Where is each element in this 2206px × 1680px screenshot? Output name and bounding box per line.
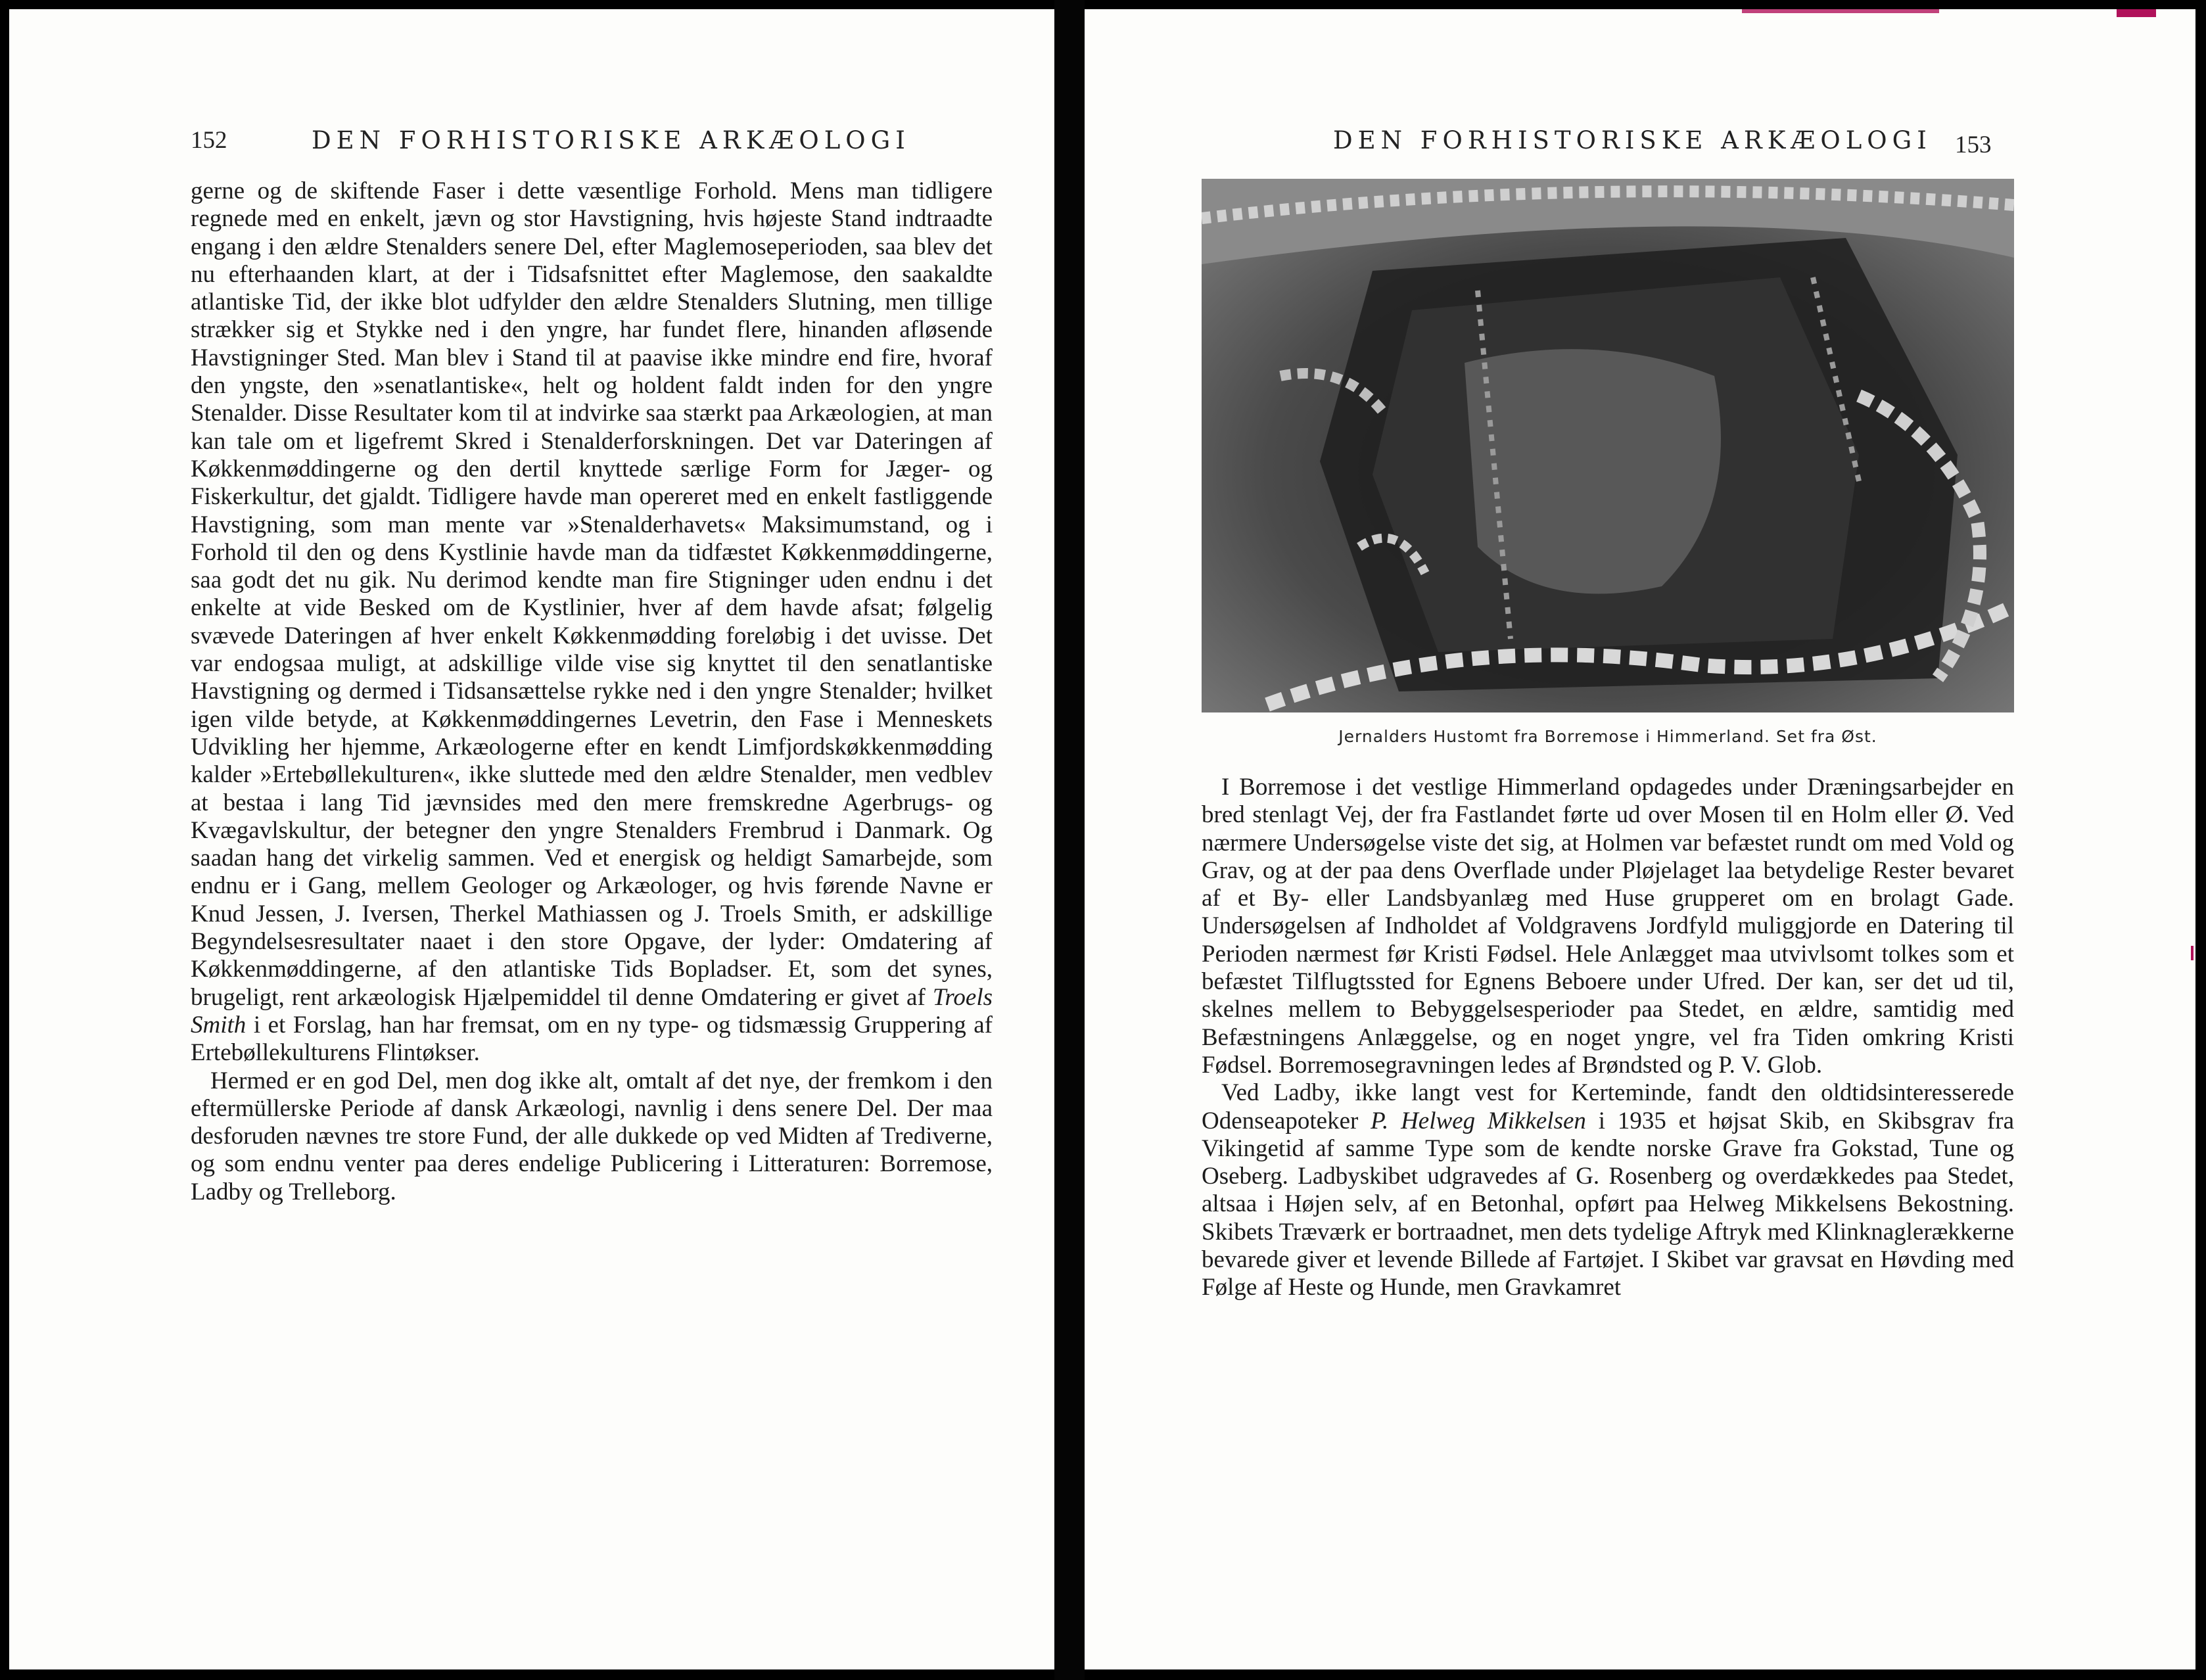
page-number-left: 152 xyxy=(191,127,227,154)
italic-name: Troels Smith xyxy=(191,983,993,1038)
pink-mark-edge xyxy=(2191,946,2194,960)
text-run: i et Forslag, han har fremsat, om en ny type- og tidsmæssig Gruppering af Ertebøllekulturens Flintøkser. xyxy=(191,1011,993,1067)
paragraph xyxy=(191,1067,993,1206)
right-body-text xyxy=(1202,774,2014,1302)
text-run: gerne og de skiftende Faser i dette væsentlige Forhold. Mens man tidligere regnede med en enkelt, jævn og stor Havstigning, hvis højeste Stand indtraadte engang i den ældre Stenalders senere Del, efter Maglemoseperioden, saa blev det nu efterhaanden klart, at der i Tidsafsnittet efter Maglemose, den saakaldte atlantiske Tid, der ikke blot udfylder den ældre Stenalders Slutning, men tillige strækker sig et Stykke ned i den yngre, har fundet flere, hinanden afløsende Havstigninger Sted. Man blev i Stand til at paavise ikke mindre end fire, hvoraf den yngste, den »senatlantiske«, helt og holdent faldt inden for den yngre Stenalder. Disse Resultater kom til at indvirke saa stærkt paa Arkæologien, at man kan tale om et ligefremt Skred i Stenalderforskningen. Det var Dateringen af Køkkenmøddingerne og den dertil knyttede særlige Form for Jæger- og Fiskerkultur, det gjaldt. Tidligere havde man opereret med en enkelt fastliggende Havstigning, som man mente var »Stenalderhavets« Maksimumstand, og i Forhold til den og dens Kystlinie havde man da tidfæstet Køkkenmøddingerne, saa godt det nu gik. Nu derimod kendte man fire Stigninger uden endnu i det enkelte at vide Besked om de Kystlinier, hver af dem havde afsat; følgelig svævede Dateringen af hver enkelt Køkkenmødding foreløbig i det uvisse. Det var endogsaa muligt, at adskillige vilde vise sig knyttet til den senatlantiske Havstigning og dermed i Tidsansættelse rykke ned i den yngre Stenalder; hvilket igen vilde betyde, at Køkkenmøddingernes Levetrin, den Fase i Menneskets Udvikling her hjemme, Arkæologerne efter en kendt Limfjordskøkkenmødding kalder »Ertebøllekulturen«, ikke sluttede med den ældre Stenalder, men vedblev at bestaa i lang Tid jævnsides med den mere fremskredne Agerbrugs- og Kvægavlskultur, der betegner den yngre Stenalders Frembrud i Danmark. Og saadan hang det virkelig sammen. Ved et energisk og heldigt Samarbejde, som endnu er i Gang, mellem Geologer og Arkæologer, og hvis førende Navne er Knud Jessen, J. Iversen, Therkel Mathiassen og J. Troels Smith, er adskillige Begyndelsesresultater naaet i den store Opgave, der lyder: Omdatering af Køkkenmøddingerne, af den atlantiske Tids Bopladser. Et, som det synes, brugeligt, rent arkæologisk Hjælpemiddel til denne Omdatering er givet af xyxy=(191,177,993,1011)
page-number-right: 153 xyxy=(1955,131,1992,158)
left-page xyxy=(9,9,1054,1669)
paragraph xyxy=(191,177,993,1067)
paragraph xyxy=(1202,1079,2014,1301)
running-head-left: DEN FORHISTORISKE ARKÆOLOGI xyxy=(312,126,910,154)
book-gutter xyxy=(1054,0,1085,1680)
left-body-text xyxy=(191,177,993,1206)
figure-caption: Jernalders Hustomt fra Borremose i Himmerland. Set fra Øst. xyxy=(1338,727,1877,746)
excavation-photo xyxy=(1202,179,2014,712)
pink-mark-top xyxy=(1742,9,1939,13)
italic-name: P. Helweg Mikkelsen xyxy=(1371,1107,1586,1134)
paragraph xyxy=(1202,774,2014,1079)
text-run: I Borremose i det vestlige Himmerland opdagedes under Dræningsarbejder en bred stenlagt Vej, der fra Fastlandet førte ud over Mosen til en Holm eller Ø. Ved nærmere Undersøgelse viste det sig, at Holmen var befæstet rundt om med Vold og Grav, og at der paa dens Overflade under Pløjelaget laa betydelige Rester bevaret af et By- eller Landsbyanlæg med Huse grupperet om en brolagt Gade. Undersøgelsen af Indholdet af Voldgravens Jordfyld muliggjorde en Datering til Perioden nærmest før Kristi Fødsel. Hele Anlægget maa utvivlsomt tolkes som et befæstet Tilflugtssted for Egnens Beboere under Ufred. Der kan, ser det ud til, skelnes mellem to Bebyggelsesperioder paa Stedet, en ældre, samtidig med Befæstningens Anlæggelse, og en noget yngre, vel fra Tiden omkring Kristi Fødsel. Borremosegravningen ledes af Brøndsted og P. V. Glob. xyxy=(1202,774,2014,1079)
pink-mark-corner xyxy=(2117,9,2156,17)
text-run: Hermed er en god Del, men dog ikke alt, omtalt af det nye, der fremkom i den eftermüllerske Periode af dansk Arkæologi, navnlig i dens senere Del. Der maa desforuden nævnes tre store Fund, der alle dukkede op ved Midten af Trediverne, og som endnu venter paa deres endelige Publicering i Litteraturen: Borremose, Ladby og Trelleborg. xyxy=(191,1067,993,1205)
right-page xyxy=(1085,9,2195,1669)
text-run: Ved Ladby, ikke langt vest for Kerteminde, fandt den oldtidsinteresserede Odenseapoteker xyxy=(1202,1079,2014,1134)
excavation-photo-image xyxy=(1202,179,2014,712)
running-head-right: DEN FORHISTORISKE ARKÆOLOGI xyxy=(1333,126,1932,154)
text-run: i 1935 et højsat Skib, en Skibsgrav fra Vikingetid af samme Type som de kendte norske Grave fra Gokstad, Tune og Oseberg. Ladbyskibet udgravedes af G. Rosenberg og overdækkedes paa Stedet, altsaa i Højen selv, af en Betonhal, opført paa Helweg Mikkelsens Bekostning. Skibets Træværk er bortraadnet, men dets tydelige Aftryk med Klinknaglerækkerne bevarede giver et levende Billede af Fartøjet. I Skibet var gravsat en Høvding med Følge af Heste og Hunde, men Gravkamret xyxy=(1202,1107,2014,1301)
